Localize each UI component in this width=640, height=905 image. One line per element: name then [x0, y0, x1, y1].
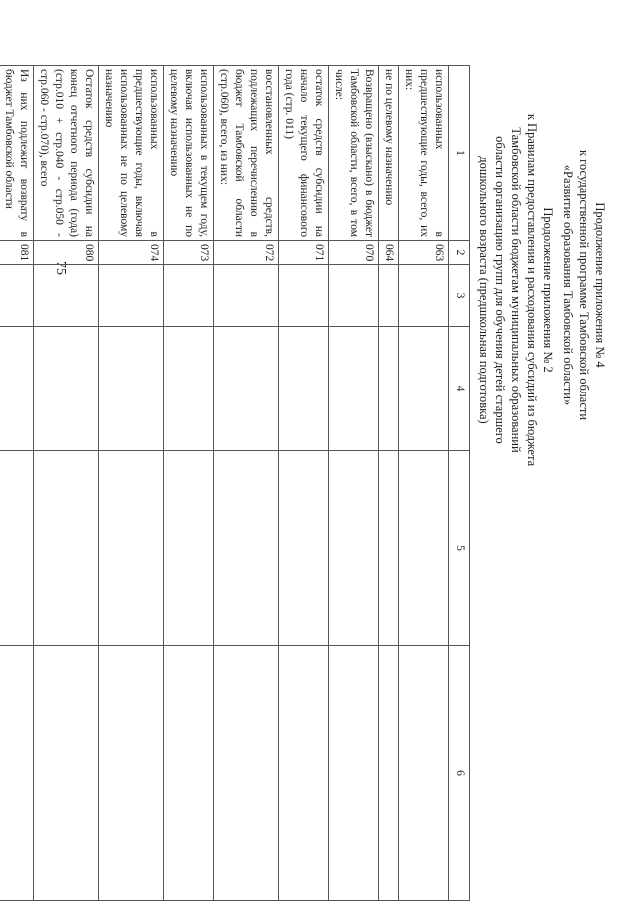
- table-row: [279, 66, 329, 901]
- empty-cell: [399, 265, 449, 327]
- empty-cell: [399, 646, 449, 901]
- empty-cell: [34, 265, 99, 327]
- table-row: [214, 66, 279, 901]
- header-line: Продолжение приложения № 4: [593, 202, 607, 368]
- header-line: Продолжение приложения № 2: [541, 207, 555, 373]
- table-row: [329, 66, 379, 901]
- page-number: 75: [53, 261, 68, 275]
- empty-cell: [164, 327, 214, 451]
- empty-cell: [34, 646, 99, 901]
- table-row: [0, 66, 34, 901]
- row-description: остаток средств субсидии на начало текущего финансового года (стр. 011): [279, 66, 329, 241]
- row-code: 073: [164, 241, 214, 265]
- header-line: дошкольного возраста (предшкольная подготовка): [477, 156, 491, 424]
- row-description: Возвращено (взыскано) в бюджет Тамбовской области, всего, в том числе:: [329, 66, 379, 241]
- row-code: 063: [399, 241, 449, 265]
- empty-cell: [399, 327, 449, 451]
- empty-cell: [399, 451, 449, 646]
- empty-cell: [164, 265, 214, 327]
- table-row: [34, 66, 99, 901]
- row-description: не по целевому назначению: [379, 66, 399, 241]
- empty-cell: [214, 327, 279, 451]
- empty-cell: [214, 451, 279, 646]
- rotated-sheet: [3, 35, 620, 905]
- table-row: [99, 66, 164, 901]
- empty-cell: [99, 646, 164, 901]
- empty-cell: [329, 327, 379, 451]
- empty-cell: [379, 265, 399, 327]
- empty-cell: [329, 646, 379, 901]
- empty-cell: [0, 451, 34, 646]
- empty-cell: [34, 451, 99, 646]
- column-header: 6: [449, 646, 470, 901]
- empty-cell: [0, 646, 34, 901]
- row-description: Остаток средств субсидии на конец отчетного периода (года) (стр.010 + стр.040 - стр.050 - стр.060 - стр.070), всего: [34, 66, 99, 241]
- empty-cell: [164, 646, 214, 901]
- subsidy-table: [0, 65, 470, 901]
- row-description: использованных в предшествующие годы, всего, их них:: [399, 66, 449, 241]
- empty-cell: [279, 451, 329, 646]
- empty-cell: [34, 327, 99, 451]
- row-description: восстановленных средств, подлежащих перечислению в бюджет Тамбовской области (стр.060), всего, из них:: [214, 66, 279, 241]
- row-code: 072: [214, 241, 279, 265]
- empty-cell: [164, 451, 214, 646]
- row-code: 071: [279, 241, 329, 265]
- table-row: [164, 66, 214, 901]
- row-code: 081: [0, 241, 34, 265]
- header-line: к государственной программе Тамбовской области: [577, 149, 591, 421]
- row-description: использованных в текущем году, включая использованных не по целевому назначению: [164, 66, 214, 241]
- row-code: 070: [329, 241, 379, 265]
- row-description: использованных в предшествующие годы, включая использованных не по целевому назначению: [99, 66, 164, 241]
- row-code: 080: [34, 241, 99, 265]
- column-header: 4: [449, 327, 470, 451]
- rules-header: [476, 105, 556, 475]
- empty-cell: [329, 451, 379, 646]
- header-line: области организацию групп для обучения детей старшего: [493, 136, 507, 444]
- empty-cell: [0, 265, 34, 327]
- empty-cell: [214, 646, 279, 901]
- empty-cell: [329, 265, 379, 327]
- column-header: 2: [449, 241, 470, 265]
- row-code: 064: [379, 241, 399, 265]
- row-code: 074: [99, 241, 164, 265]
- empty-cell: [99, 451, 164, 646]
- header-line: «Развитие образования Тамбовской области»: [561, 164, 575, 406]
- row-description: Из них подлежит возврату в бюджет Тамбовской области: [0, 66, 34, 241]
- empty-cell: [214, 265, 279, 327]
- column-header: 3: [449, 265, 470, 327]
- empty-cell: [379, 327, 399, 451]
- empty-cell: [99, 265, 164, 327]
- empty-cell: [0, 327, 34, 451]
- header-line: Тамбовской области бюджетам муниципальных образований: [509, 127, 523, 453]
- column-header: 1: [449, 66, 470, 241]
- empty-cell: [279, 265, 329, 327]
- empty-cell: [99, 327, 164, 451]
- empty-cell: [379, 646, 399, 901]
- header-line: к Правилам предоставления и расходования субсидий из бюджета: [525, 113, 539, 467]
- empty-cell: [279, 646, 329, 901]
- column-number-row: [449, 66, 470, 901]
- empty-cell: [379, 451, 399, 646]
- column-header: 5: [449, 451, 470, 646]
- appendix-header: [560, 125, 608, 445]
- table-row: [379, 66, 399, 901]
- table-row: [399, 66, 449, 901]
- empty-cell: [279, 327, 329, 451]
